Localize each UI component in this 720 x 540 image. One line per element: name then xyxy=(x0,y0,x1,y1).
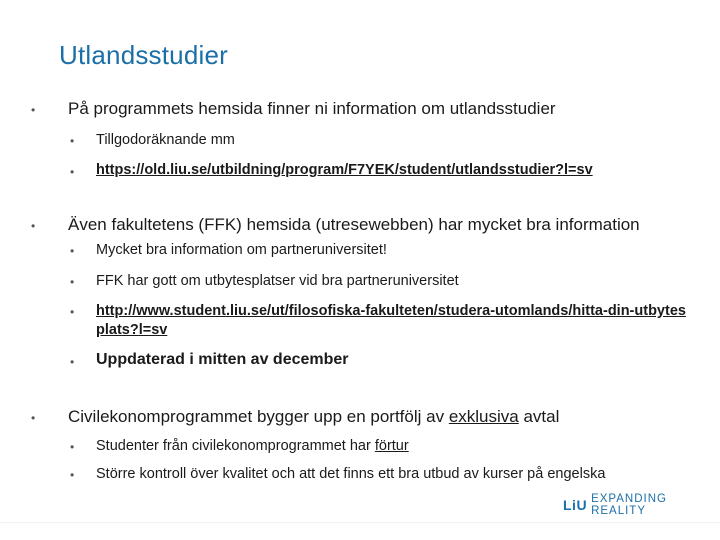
bullet-icon: • xyxy=(70,134,75,148)
footer-divider xyxy=(0,522,720,523)
slide-title: Utlandsstudier xyxy=(59,40,228,70)
bullet-icon: • xyxy=(70,305,75,319)
bullet-icon: • xyxy=(70,468,75,482)
section-3-heading-pre: Civilekonomprogrammet bygger upp en portfölj av xyxy=(68,407,449,426)
section-3-item-1-underlined: förtur xyxy=(374,438,409,454)
program-page-link[interactable]: https://old.liu.se/utbildning/program/F7YEK/student/utlandsstudier?l=sv xyxy=(96,162,593,178)
logo-text: EXPANDING REALITY xyxy=(591,493,667,517)
section-2-heading: Även fakultetens (FFK) hemsida (utresewebben) har mycket bra information xyxy=(68,215,640,234)
section-2-item-2: FFK har gott om utbytesplatser vid bra partneruniversitet xyxy=(96,273,459,289)
section-3-heading-underlined: exklusiva xyxy=(448,407,519,426)
bullet-icon: • xyxy=(31,103,36,117)
section-2-item-1: Mycket bra information om partneruniversitet! xyxy=(96,242,387,258)
bullet-icon: • xyxy=(70,355,75,369)
bullet-icon: • xyxy=(70,165,75,179)
faculty-page-link[interactable]: http://www.student.liu.se/ut/filosofiska-fakulteten/studera-utomlands/hitta-din-utbytesplats?l=sv xyxy=(96,303,686,338)
section-2-item-4: Uppdaterad i mitten av december xyxy=(96,351,349,368)
bullet-icon: • xyxy=(70,275,75,289)
section-1-heading: På programmets hemsida finner ni information om utlandsstudier xyxy=(68,99,556,118)
section-1-item-1: Tillgodoräknande mm xyxy=(96,132,235,148)
bullet-icon: • xyxy=(70,244,75,258)
bullet-icon: • xyxy=(31,411,36,425)
section-3-heading-post: avtal xyxy=(518,407,560,426)
bullet-icon: • xyxy=(31,219,36,233)
bullet-icon: • xyxy=(70,440,75,454)
section-3-item-2: Större kontroll över kvalitet och att det finns ett bra utbud av kurser på engelska xyxy=(96,466,606,482)
logo-mark: LiU xyxy=(563,497,588,513)
liu-logo xyxy=(563,495,713,515)
section-3-item-1-pre: Studenter från civilekonomprogrammet har xyxy=(96,438,375,454)
section-3-item-1 xyxy=(96,438,696,454)
section-3-heading xyxy=(68,407,708,427)
